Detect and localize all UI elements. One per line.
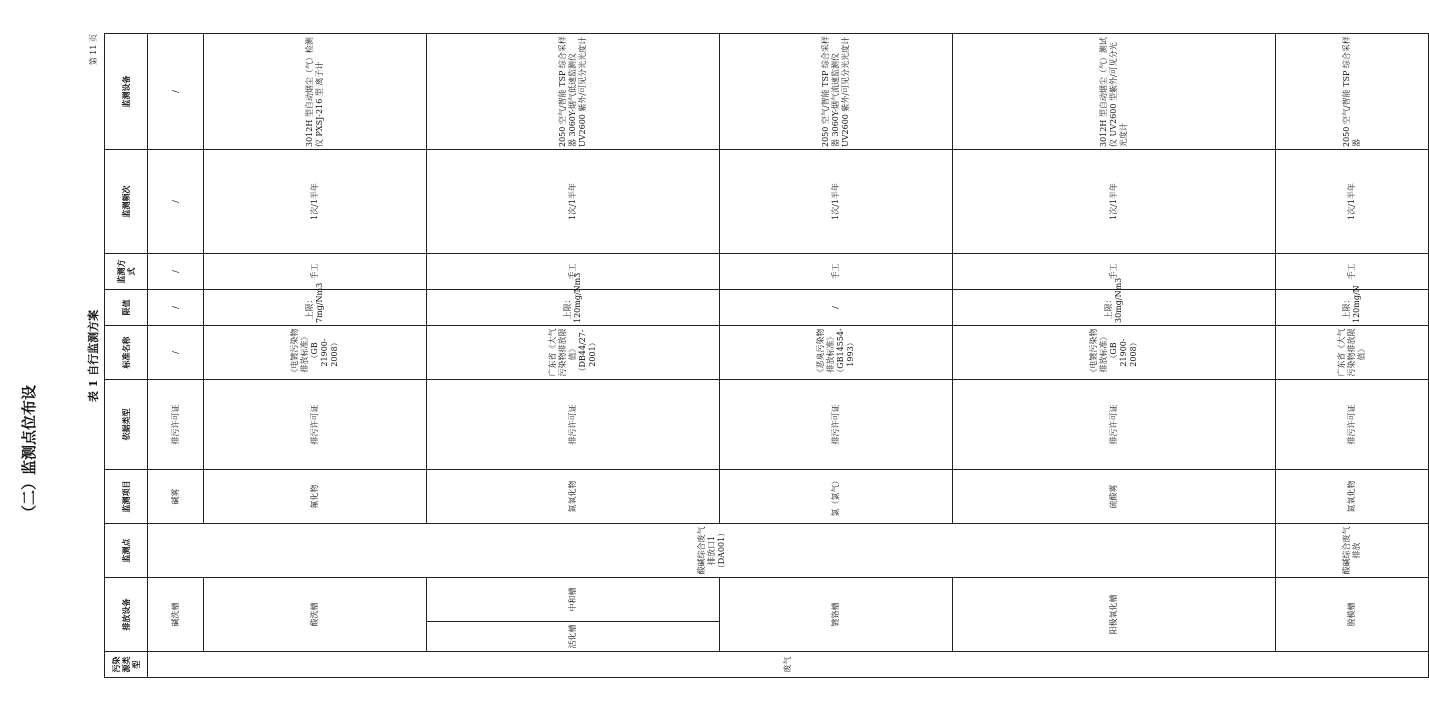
limit-cell: / (148, 290, 204, 326)
monitoring-point-cell: 酸碱综合废气排放 (1276, 524, 1429, 578)
equipment-cell: 酸洗槽 (204, 578, 427, 652)
monitoring-table (104, 33, 1429, 678)
header-cell: 监测设备 (105, 34, 148, 150)
equipment-cell: 中和槽 (427, 578, 720, 622)
mode-cell: 手工 (953, 254, 1276, 290)
limit-cell: 上限：30mg/Nm3 (953, 290, 1276, 326)
freq-cell: 1次/1半年 (953, 150, 1276, 254)
table-header-row (105, 34, 148, 678)
mode-cell: 手工 (720, 254, 953, 290)
pollution-type-cell: 废气 (148, 652, 1429, 678)
limit-cell: 上限：7mg/Nm3 (204, 290, 427, 326)
device-cell: 2050 空气/智能 TSP 综合采样器 (1276, 34, 1429, 150)
equipment-cell: 活化槽 (427, 622, 720, 652)
device-cell: 2050 空气/智能 TSP 综合采样器 3060Y-烟气流速监测仪 UV2600 紫外/可见分光光度计 (720, 34, 953, 150)
basis-cell: 排污许可证 (953, 380, 1276, 470)
header-cell: 标准名称 (105, 326, 148, 380)
rotated-table-page (86, 34, 1366, 678)
device-cell: 3012H 型自动烟尘（气）测试仪 UV2600 型紫外/可见分光光度计 (953, 34, 1276, 150)
freq-cell: 1次/1半年 (720, 150, 953, 254)
header-cell: 依据类型 (105, 380, 148, 470)
equipment-cell: 脱模槽 (1276, 578, 1429, 652)
limit-cell: 上限：120mg/Nm3 (427, 290, 720, 326)
basis-cell: 排污许可证 (1276, 380, 1429, 470)
table-row (427, 34, 720, 678)
item-cell: 氮氧化物 (1276, 470, 1429, 524)
device-cell: / (148, 34, 204, 150)
table-row (204, 34, 427, 678)
header-cell: 监测项目 (105, 470, 148, 524)
header-cell: 监测方式 (105, 254, 148, 290)
header-cell: 监测点 (105, 524, 148, 578)
table-row (720, 34, 953, 678)
freq-cell: / (148, 150, 204, 254)
header-cell: 排放设备 (105, 578, 148, 652)
freq-cell: 1次/1半年 (204, 150, 427, 254)
header-cell: 限值 (105, 290, 148, 326)
item-cell: 氯（氯气） (720, 470, 953, 524)
device-cell: 3012H 型自动烟尘（气）检测仪 PXSJ-216 型 离子计 (204, 34, 427, 150)
page-number: 第 11 页 (89, 34, 98, 66)
equipment-cell: 碱洗槽 (148, 578, 204, 652)
header-cell: 监测频次 (105, 150, 148, 254)
table-caption: 表 1 自行监测方案 (87, 309, 100, 403)
basis-cell: 排污许可证 (148, 380, 204, 470)
mode-cell: / (148, 254, 204, 290)
table-row (1276, 34, 1429, 678)
freq-cell: 1次/1半年 (1276, 150, 1429, 254)
standard-cell: 《电镀污染物排放标准》（GB 21900-2008） (953, 326, 1276, 380)
limit-cell: 上限：120mg/N (1276, 290, 1429, 326)
freq-cell: 1次/1半年 (427, 150, 720, 254)
equipment-cell: 镀铬槽 (720, 578, 953, 652)
table-row (148, 34, 204, 678)
table-row (953, 34, 1276, 678)
header-cell: 污染源类型 (105, 652, 148, 678)
item-cell: 氟化物 (204, 470, 427, 524)
item-cell: 碱雾 (148, 470, 204, 524)
standard-cell: 广东省《大气污染物排放限值》（DB44/27-2001） (427, 326, 720, 380)
mode-cell: 手工 (1276, 254, 1429, 290)
mode-cell: 手工 (427, 254, 720, 290)
basis-cell: 排污许可证 (204, 380, 427, 470)
mode-cell: 手工 (204, 254, 427, 290)
standard-cell: / (148, 326, 204, 380)
basis-cell: 排污许可证 (427, 380, 720, 470)
monitoring-point-cell: 酸碱综合废气排放口1（DA001） (148, 524, 1276, 578)
equipment-cell: 阳极氧化槽 (953, 578, 1276, 652)
section-heading: （二）监测点位布设 (20, 384, 38, 520)
item-cell: 氮氧化物 (427, 470, 720, 524)
standard-cell: 《电镀污染物排放标准》（GB 21900-2008） (204, 326, 427, 380)
device-cell: 2050 空气/智能 TSP 综合采样器 3060Y-烟气低速监测仪 UV2600 紫外/可见分光光度计 (427, 34, 720, 150)
standard-cell: 广东省《大气污染物排放限值》 (1276, 326, 1429, 380)
standard-cell: 《恶臭污染物排放标准》（GB14554-1993） (720, 326, 953, 380)
item-cell: 硫酸雾 (953, 470, 1276, 524)
basis-cell: 排污许可证 (720, 380, 953, 470)
limit-cell: / (720, 290, 953, 326)
